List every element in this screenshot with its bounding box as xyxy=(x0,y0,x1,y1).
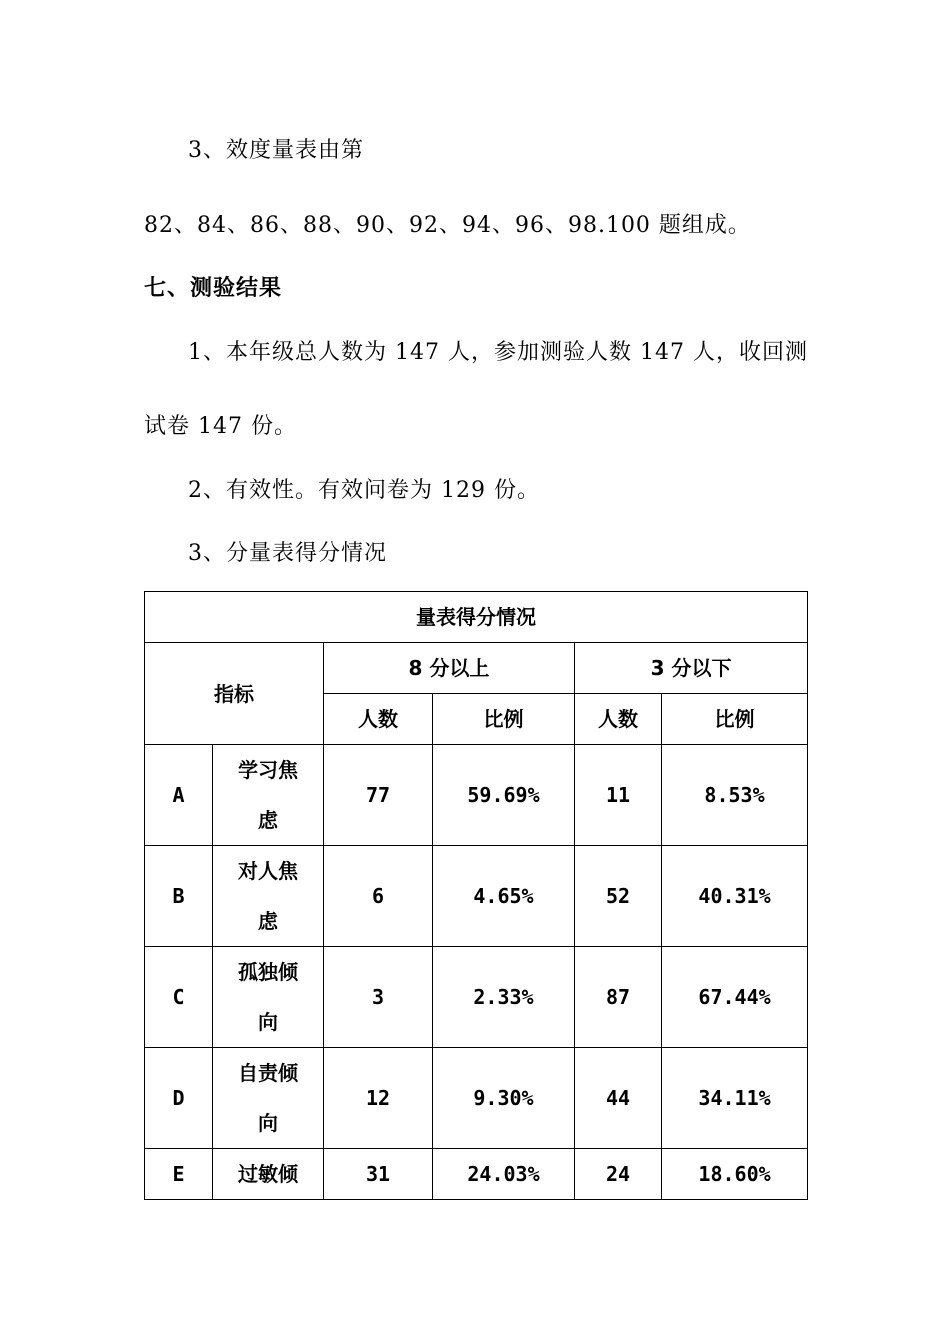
high-ratio-cell: 2.33% xyxy=(433,947,575,1048)
low-count-cell: 87 xyxy=(575,947,662,1048)
row-name xyxy=(213,947,324,1048)
section-title: 七、测验结果 xyxy=(144,276,283,301)
high-count-cell: 77 xyxy=(324,745,433,846)
high-ratio-cell: 9.30% xyxy=(433,1048,575,1149)
low-count-cell: 24 xyxy=(575,1149,662,1200)
indicator-header: 指标 xyxy=(145,643,324,745)
table-row xyxy=(145,1048,808,1149)
row-name xyxy=(213,846,324,947)
row-code: E xyxy=(145,1149,213,1200)
low-count-cell: 11 xyxy=(575,745,662,846)
low-ratio-cell: 67.44% xyxy=(662,947,808,1048)
high-count-cell: 6 xyxy=(324,846,433,947)
paragraph-validity: 2、有效性。有效问卷为 129 份。 xyxy=(188,478,540,503)
low-count-cell: 52 xyxy=(575,846,662,947)
paragraph-validity-items: 82、84、86、88、90、92、94、96、98.100 题组成。 xyxy=(144,213,751,238)
low-count-cell: 44 xyxy=(575,1048,662,1149)
row-code: A xyxy=(145,745,213,846)
row-name-line1: 自责倾 xyxy=(238,1061,298,1085)
low-ratio-cell: 40.31% xyxy=(662,846,808,947)
row-name xyxy=(213,745,324,846)
row-name-line2: 虑 xyxy=(258,909,278,933)
row-name-line1: 学习焦 xyxy=(238,758,298,782)
col-header-count-low: 人数 xyxy=(575,694,662,745)
score-table xyxy=(144,591,808,1200)
row-code: D xyxy=(145,1048,213,1149)
paragraph-total-count: 1、本年级总人数为 147 人，参加测验人数 147 人，收回测 xyxy=(188,340,808,365)
low-ratio-cell: 8.53% xyxy=(662,745,808,846)
row-name-line2: 向 xyxy=(258,1010,278,1034)
row-code: C xyxy=(145,947,213,1048)
high-count-cell: 3 xyxy=(324,947,433,1048)
row-name-line1: 孤独倾 xyxy=(238,960,298,984)
row-name xyxy=(213,1048,324,1149)
high-ratio-cell: 4.65% xyxy=(433,846,575,947)
high-ratio-cell: 24.03% xyxy=(433,1149,575,1200)
paragraph-validity-scale: 3、效度量表由第 xyxy=(188,138,364,163)
table-row xyxy=(145,947,808,1048)
row-name-line2: 向 xyxy=(258,1111,278,1135)
paragraph-subscale-scores: 3、分量表得分情况 xyxy=(188,541,387,566)
low-ratio-cell: 34.11% xyxy=(662,1048,808,1149)
high-count-cell: 31 xyxy=(324,1149,433,1200)
row-name-line2: 虑 xyxy=(258,808,278,832)
col-header-ratio-high: 比例 xyxy=(433,694,575,745)
col-header-ratio-low: 比例 xyxy=(662,694,808,745)
row-name: 过敏倾 xyxy=(213,1149,324,1200)
col-header-count-high: 人数 xyxy=(324,694,433,745)
group-header-high: 8 分以上 xyxy=(324,643,575,694)
high-count-cell: 12 xyxy=(324,1048,433,1149)
low-ratio-cell: 18.60% xyxy=(662,1149,808,1200)
table-row xyxy=(145,1149,808,1200)
table-row xyxy=(145,846,808,947)
row-name-line1: 对人焦 xyxy=(238,859,298,883)
table-title: 量表得分情况 xyxy=(145,592,808,643)
high-ratio-cell: 59.69% xyxy=(433,745,575,846)
paragraph-total-count-cont: 试卷 147 份。 xyxy=(144,414,297,439)
group-header-low: 3 分以下 xyxy=(575,643,808,694)
table-row xyxy=(145,745,808,846)
row-code: B xyxy=(145,846,213,947)
